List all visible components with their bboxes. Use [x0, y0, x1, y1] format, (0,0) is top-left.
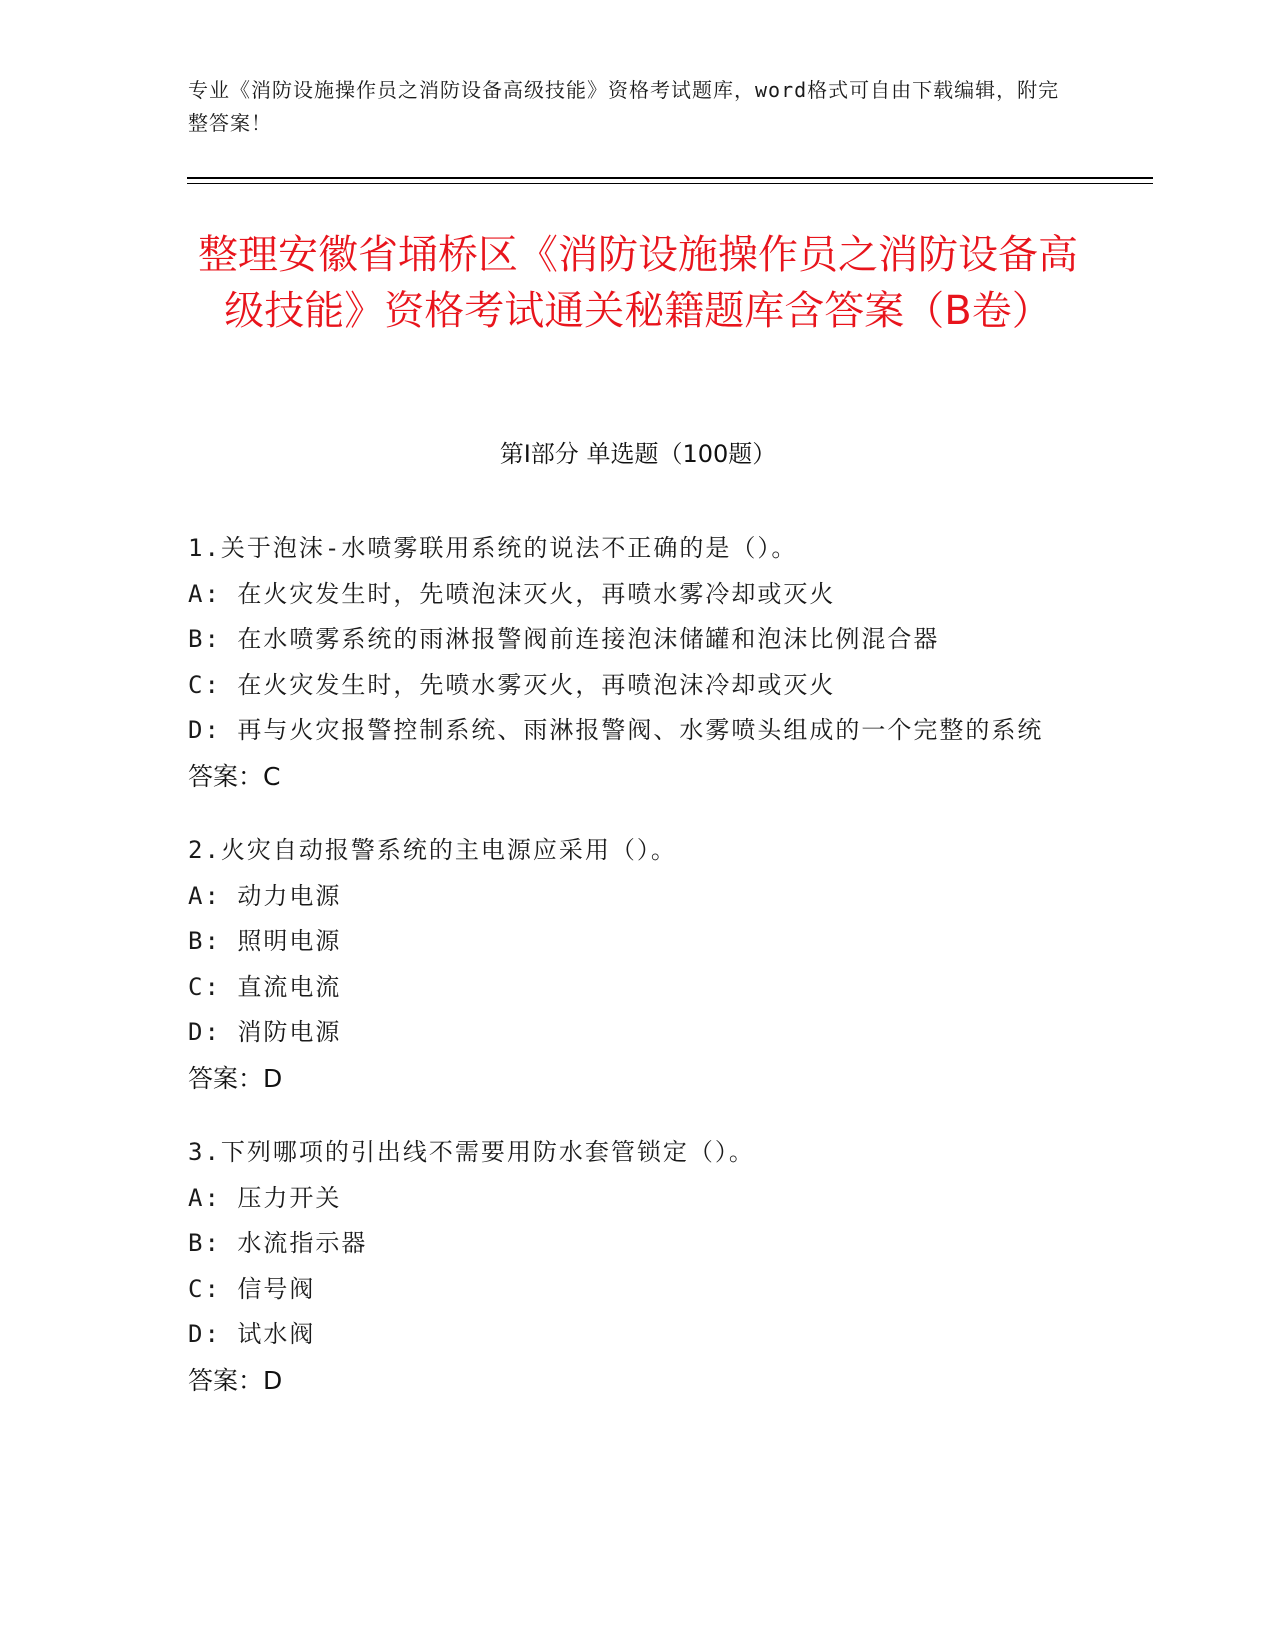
question-item [188, 526, 1088, 799]
option-d: D: 试水阀 [188, 1320, 316, 1348]
section-heading: 第Ⅰ部分 单选题（100题） [499, 440, 777, 468]
question-item [188, 828, 1088, 1101]
option-b: B: 照明电源 [188, 927, 342, 955]
option-c: C: 信号阀 [188, 1274, 316, 1303]
option-b: B: 在水喷雾系统的雨淋报警阀前连接泡沫储罐和泡沫比例混合器 [188, 625, 940, 653]
question-stem: 1.关于泡沫-水喷雾联用系统的说法不正确的是（）。 [188, 534, 798, 562]
header-note: 专业《消防设施操作员之消防设备高级技能》资格考试题库，word格式可自由下载编辑，附完整答案！ [188, 78, 1060, 135]
option-a: A: 动力电源 [188, 881, 342, 910]
question-list [188, 526, 1088, 1432]
option-d: D: 再与火灾报警控制系统、雨淋报警阀、水雾喷头组成的一个完整的系统 [188, 716, 1044, 744]
option-c: C: 直流电流 [188, 972, 342, 1001]
option-a: A: 在火灾发生时，先喷泡沫灭火，再喷水雾冷却或灭火 [188, 579, 836, 608]
question-item [188, 1130, 1088, 1403]
option-b: B: 水流指示器 [188, 1229, 368, 1257]
answer-line: 答案：D [188, 1365, 283, 1395]
option-d: D: 消防电源 [188, 1018, 342, 1046]
document-title: 整理安徽省埇桥区《消防设施操作员之消防设备高级技能》资格考试通关秘籍题库含答案（B卷） [198, 232, 1078, 334]
option-a: A: 压力开关 [188, 1183, 342, 1212]
header-divider-thin [187, 183, 1153, 184]
question-stem: 3.下列哪项的引出线不需要用防水套管锁定（）。 [188, 1138, 755, 1166]
answer-line: 答案：C [188, 761, 281, 791]
question-stem: 2.火灾自动报警系统的主电源应采用（）。 [188, 836, 677, 864]
answer-line: 答案：D [188, 1063, 283, 1093]
header-divider-thick [187, 177, 1153, 179]
option-c: C: 在火灾发生时，先喷水雾灭火，再喷泡沫冷却或灭火 [188, 670, 836, 699]
